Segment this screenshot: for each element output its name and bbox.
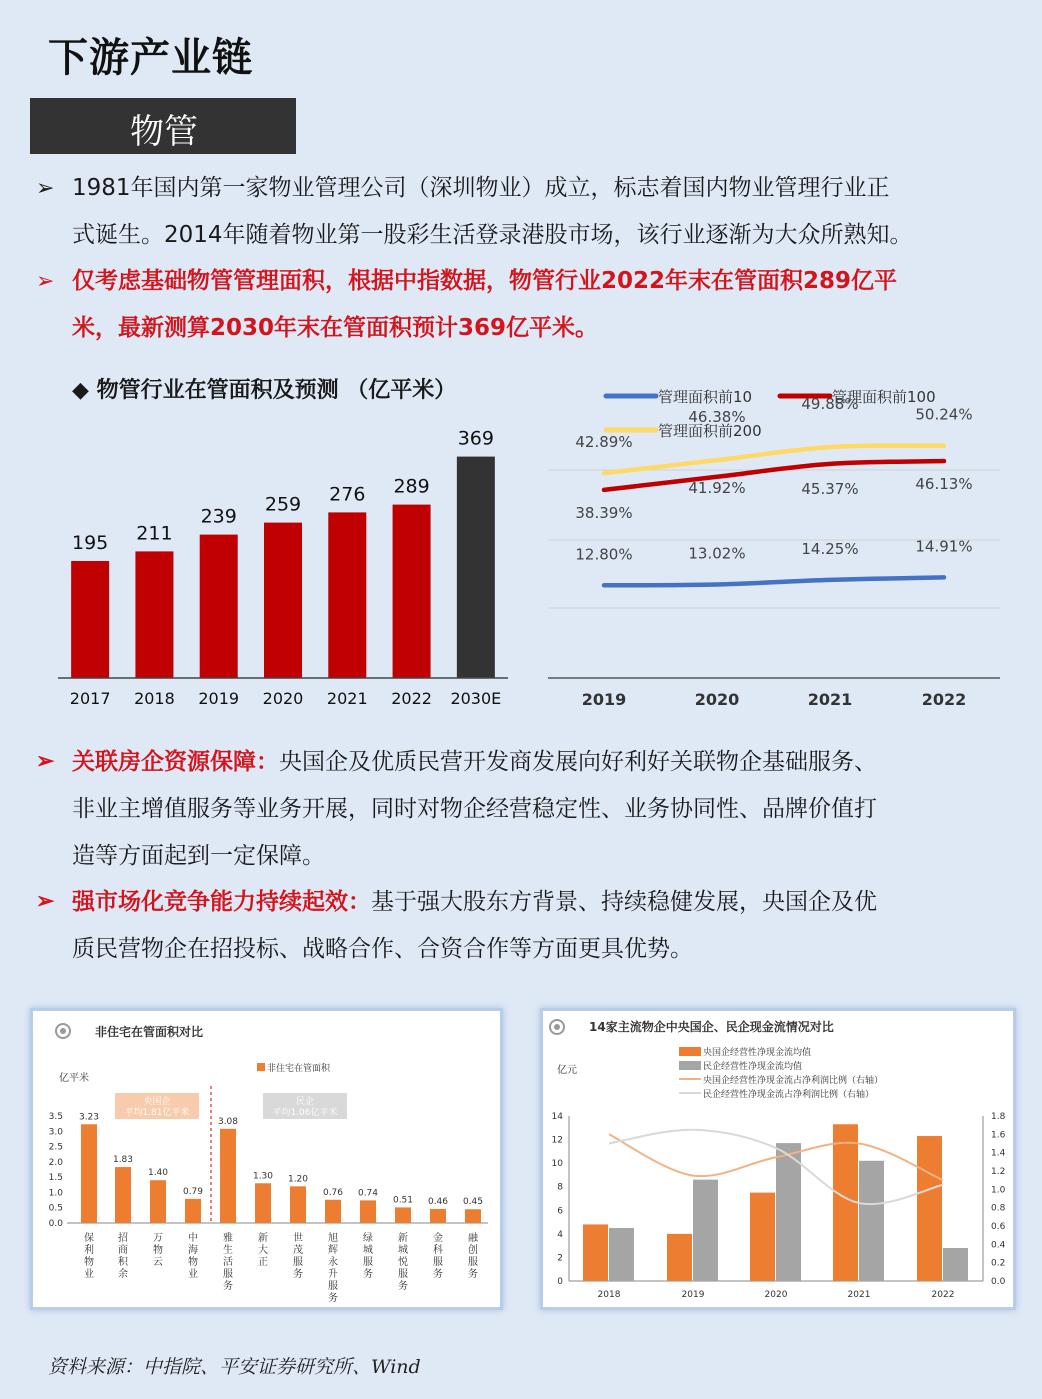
x-tick-label: 2019	[581, 690, 627, 709]
y-tick-label-right: 1.6	[991, 1130, 1006, 1141]
legend-label: 央国企经营性净现金流占净利润比例（右轴）	[703, 1076, 884, 1086]
x-tick-label: 绿城服务	[363, 1233, 373, 1280]
y-tick-label-right: 0.2	[991, 1258, 1006, 1269]
y-tick-label-left: 10	[551, 1159, 563, 1170]
y-tick-label-right: 0.4	[991, 1240, 1006, 1251]
bar-2019	[200, 535, 238, 678]
bar	[693, 1180, 718, 1281]
legend-label: 非住宅在管面积	[267, 1064, 331, 1074]
y-tick-label-right: 0.0	[991, 1277, 1006, 1287]
x-tick-label: 2019	[198, 689, 240, 708]
bar-2018	[135, 551, 173, 678]
x-tick-label: 新大正	[258, 1233, 268, 1268]
bar	[395, 1207, 411, 1223]
y-axis-unit: 亿平米	[59, 1073, 89, 1084]
bar	[750, 1193, 775, 1281]
y-tick-label: 0.0	[48, 1219, 63, 1229]
y-tick-label-right: 1.4	[991, 1148, 1006, 1159]
bar	[150, 1180, 166, 1223]
x-tick-label: 2018	[597, 1290, 621, 1300]
y-tick-label-left: 0	[557, 1277, 563, 1287]
y-tick-label-left: 6	[557, 1206, 563, 1217]
y-tick-label-right: 0.6	[991, 1222, 1006, 1232]
arrow-icon: ➢	[36, 748, 55, 774]
bar-value-label: 289	[393, 475, 430, 498]
data-label: 46.38%	[688, 408, 746, 427]
bullet-4-line-1: 基于强大股东方背景、持续稳健发展，央国企及优	[371, 889, 877, 915]
bar-value-label: 259	[264, 493, 302, 516]
group-label: 民企	[295, 1097, 315, 1107]
x-tick-label: 金科服务	[433, 1233, 443, 1280]
x-tick-label: 2019	[681, 1290, 705, 1300]
x-tick-label: 融创服务	[468, 1233, 478, 1280]
legend-label: 管理面积前100	[832, 388, 936, 406]
diamond-icon: ◆	[72, 377, 89, 403]
y-tick-label-left: 8	[557, 1182, 563, 1193]
bar-2020	[264, 523, 302, 678]
legend-label: 管理面积前10	[658, 388, 753, 406]
x-tick-label: 雅生活服务	[223, 1233, 233, 1292]
y-tick-label-right: 1.8	[991, 1112, 1006, 1122]
x-tick-label: 新城悦服务	[398, 1233, 408, 1292]
arrow-icon: ➢	[36, 176, 55, 201]
title-bullet-icon	[60, 1028, 66, 1034]
bar	[583, 1224, 608, 1281]
bullet-1-line-2: 式诞生。2014年随着物业第一股彩生活登录港股市场，该行业逐渐为大众所熟知。	[72, 222, 913, 248]
bar	[290, 1186, 306, 1223]
bar-value-label: 0.79	[182, 1186, 204, 1197]
x-tick-label: 2030E	[450, 689, 502, 708]
bar-value-label: 369	[457, 427, 494, 450]
y-tick-label: 2.0	[48, 1157, 63, 1168]
bullet-3-line-3: 造等方面起到一定保障。	[72, 843, 325, 869]
concentration-line-chart	[540, 378, 1010, 718]
x-tick-label: 2022	[921, 690, 967, 709]
bar-value-label: 1.20	[287, 1174, 309, 1185]
bar	[360, 1200, 376, 1223]
x-tick-label: 世茂服务	[293, 1233, 303, 1280]
legend-label: 民企经营性净现金流占净利润比例（右轴）	[703, 1090, 875, 1100]
bar-value-label: 0.46	[427, 1196, 449, 1207]
bullet-4	[36, 878, 1026, 973]
data-label: 42.89%	[575, 433, 633, 452]
non-residential-chart-panel	[30, 1008, 503, 1310]
y-tick-label-left: 2	[557, 1253, 563, 1264]
cashflow-combo-chart	[543, 1011, 1013, 1307]
x-tick-label: 保利物业	[84, 1233, 94, 1280]
x-tick-label: 2022	[931, 1290, 955, 1300]
cashflow-chart-panel	[540, 1008, 1016, 1310]
bar-2017	[71, 561, 109, 678]
bar-value-label: 0.76	[322, 1187, 344, 1198]
bullet-2-line-1: 仅考虑基础物管管理面积，根据中指数据，物管行业2022年末在管面积289亿平	[72, 268, 898, 294]
y-tick-label: 3.5	[48, 1112, 63, 1122]
bar	[255, 1183, 271, 1223]
bullet-3	[36, 738, 1026, 880]
page-title: 下游产业链	[48, 34, 253, 81]
legend-swatch	[679, 1047, 701, 1056]
bar	[859, 1161, 884, 1281]
x-tick-label: 2021	[807, 690, 853, 709]
group-label: 央国企	[143, 1097, 171, 1107]
bar-value-label: 0.45	[462, 1197, 484, 1208]
data-label: 14.91%	[915, 537, 973, 556]
bullet-1-line-1: 1981年国内第一家物业管理公司（深圳物业）成立，标志着国内物业管理行业正	[72, 175, 890, 201]
bar	[776, 1143, 801, 1281]
y-tick-label: 3.0	[48, 1127, 63, 1138]
x-tick-label: 2021	[326, 689, 368, 708]
bar	[465, 1209, 481, 1223]
y-tick-label: 1.5	[48, 1173, 63, 1184]
bar-value-label: 211	[136, 522, 173, 545]
data-label: 41.92%	[688, 478, 746, 497]
y-tick-label-left: 14	[551, 1112, 563, 1122]
group-avg: 平均1.06亿平米	[272, 1108, 338, 1118]
title-bullet-icon	[554, 1024, 560, 1030]
data-label: 50.24%	[915, 405, 973, 424]
series-line	[604, 577, 944, 585]
bar-value-label: 1.83	[112, 1155, 134, 1166]
bar	[325, 1200, 341, 1223]
bar-value-label: 1.30	[252, 1171, 274, 1182]
bullet-4-line-2: 质民营物企在招投标、战略合作、合资合作等方面更具优势。	[72, 936, 693, 962]
bar-value-label: 195	[72, 532, 109, 554]
bar-2030E	[457, 457, 495, 678]
y-tick-label: 1.0	[48, 1188, 63, 1199]
bar	[430, 1209, 446, 1223]
x-tick-label: 招商积余	[118, 1233, 128, 1280]
data-label: 45.37%	[801, 479, 859, 498]
bullet-3-lead: 关联房企资源保障：	[72, 748, 279, 775]
y-tick-label: 2.5	[48, 1142, 63, 1153]
section-header	[30, 98, 296, 154]
data-label: 46.13%	[915, 475, 973, 494]
y-tick-label-left: 4	[557, 1229, 563, 1240]
bar	[185, 1199, 201, 1223]
y-tick-label-right: 1.0	[991, 1185, 1006, 1196]
x-tick-label: 2020	[262, 689, 304, 708]
y-tick-label: 0.5	[48, 1203, 63, 1214]
y-tick-label-left: 12	[551, 1135, 563, 1146]
bullet-1	[36, 165, 1026, 259]
group-avg: 平均1.81亿平米	[124, 1108, 190, 1118]
legend-label: 管理面积前200	[658, 422, 762, 440]
arrow-icon: ➢	[36, 269, 55, 294]
bar	[667, 1234, 692, 1281]
bar-2022	[393, 505, 431, 678]
bar-value-label: 0.74	[357, 1188, 379, 1199]
bullet-2-line-2: 米，最新测算2030年末在管面积预计369亿平米。	[72, 315, 599, 341]
bar	[220, 1129, 236, 1223]
y-axis-unit: 亿元	[557, 1065, 577, 1076]
bar-value-label: 1.40	[147, 1168, 169, 1179]
x-tick-label: 2020	[764, 1290, 788, 1300]
bullet-3-line-1: 央国企及优质民营开发商发展向好利好关联物企基础服务、	[279, 749, 877, 775]
legend-swatch	[679, 1061, 701, 1070]
bar-value-label: 239	[200, 505, 237, 528]
y-tick-label-right: 0.8	[991, 1203, 1006, 1214]
x-tick-label: 旭辉永升服务	[328, 1233, 338, 1304]
source-note: 资料来源：中指院、平安证券研究所、Wind	[48, 1356, 421, 1378]
bar-value-label: 276	[329, 483, 366, 506]
data-label: 38.39%	[575, 503, 633, 522]
arrow-icon: ➢	[36, 888, 55, 914]
x-tick-label: 2017	[69, 689, 111, 708]
bar	[917, 1136, 942, 1281]
legend-label: 央国企经营性净现金流均值	[703, 1048, 812, 1058]
legend-label: 民企经营性净现金流均值	[703, 1062, 803, 1072]
y-tick-label-right: 1.2	[991, 1167, 1006, 1177]
data-label: 49.88%	[801, 395, 859, 414]
data-label: 12.80%	[575, 545, 633, 564]
chart-a-title	[72, 373, 456, 404]
area-bar-chart	[50, 420, 520, 720]
data-label: 14.25%	[801, 539, 859, 558]
x-tick-label: 2018	[134, 689, 175, 708]
chart-c-title: 非住宅在管面积对比	[95, 1025, 204, 1039]
x-tick-label: 万物云	[153, 1233, 163, 1268]
x-tick-label: 2022	[391, 689, 432, 708]
x-tick-label: 中海物业	[188, 1233, 198, 1280]
bar-value-label: 3.23	[78, 1112, 100, 1123]
non-residential-bar-chart	[33, 1011, 500, 1307]
bar	[81, 1124, 97, 1223]
bullet-3-line-2: 非业主增值服务等业务开展，同时对物企经营稳定性、业务协同性、品牌价值打	[72, 796, 877, 822]
x-tick-label: 2020	[694, 690, 740, 709]
bar	[115, 1167, 131, 1223]
bullet-4-lead: 强市场化竞争能力持续起效：	[72, 888, 371, 915]
chart-d-title: 14家主流物企中央国企、民企现金流情况对比	[589, 1020, 834, 1034]
section-title: 物管	[130, 112, 198, 152]
bar-value-label: 3.08	[217, 1116, 239, 1127]
bullet-2	[36, 258, 1026, 352]
data-label: 13.02%	[688, 544, 746, 563]
bar-2021	[328, 512, 366, 678]
legend-swatch	[257, 1063, 265, 1071]
x-tick-label: 2021	[847, 1290, 871, 1300]
bar	[943, 1248, 968, 1281]
chart-a-title-text: 物管行业在管面积及预测 （亿平米）	[96, 377, 457, 403]
bar-value-label: 0.51	[392, 1195, 414, 1206]
bar	[609, 1228, 634, 1281]
